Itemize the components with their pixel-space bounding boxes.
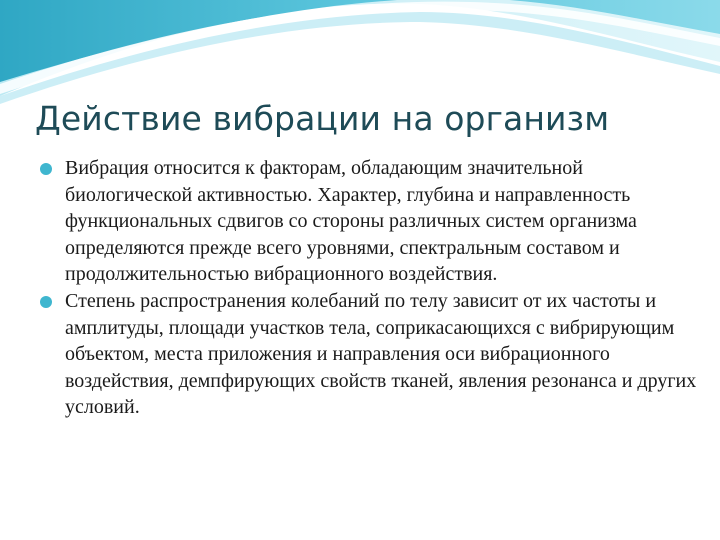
bullet-item (40, 155, 700, 288)
bullet-icon (40, 163, 52, 175)
slide-title: Действие вибрации на организм (35, 99, 610, 138)
bullet-item (40, 288, 700, 421)
bullet-text: Степень распространения колебаний по телу зависит от их частоты и амплитуды, площади участков тела, соприкасающихся с вибрирующим объектом, места приложения и направления оси вибрационного воздействия, демпфирующих свойств тканей, явления резонанса и других условий. (65, 289, 697, 419)
bullet-list (40, 155, 700, 421)
bullet-text: Вибрация относится к факторам, обладающим значительной биологической активностью. Характер, глубина и направленность функциональных сдвигов со стороны различных систем организма определяются прежде всего уровнями, спектральным составом и продолжительностью вибрационного воздействия. (65, 157, 637, 286)
bullet-icon (40, 296, 52, 308)
